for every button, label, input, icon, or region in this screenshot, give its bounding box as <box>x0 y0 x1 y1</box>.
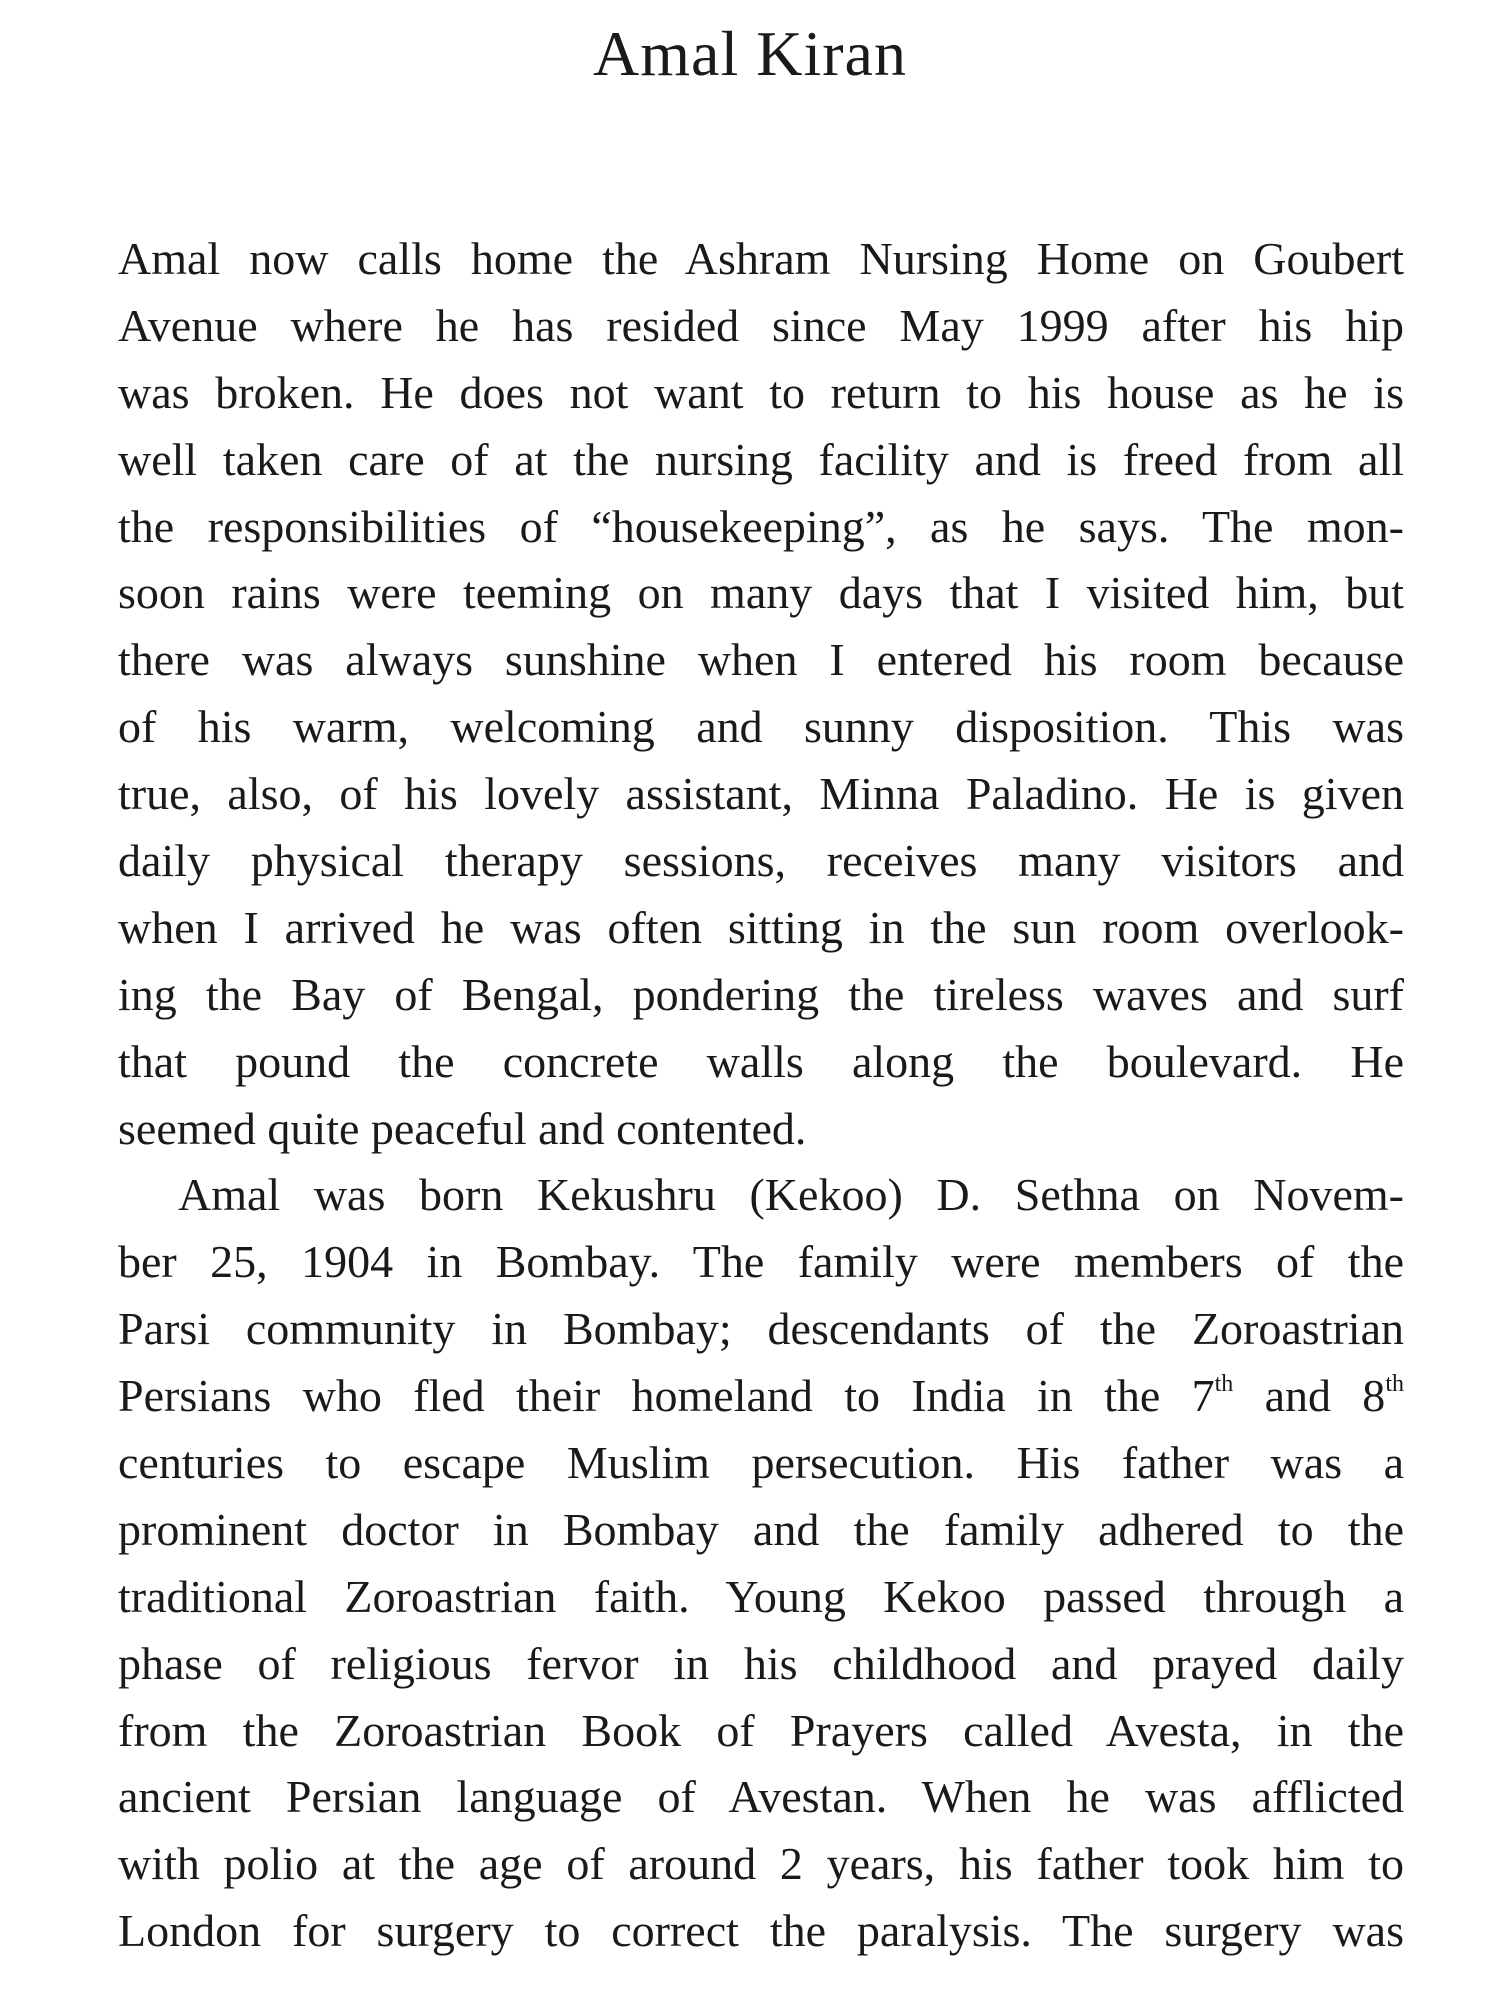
text-line-last: seemed quite peaceful and contented. <box>118 1102 807 1154</box>
text-line: daily physical therapy sessions, receives many visitors and <box>118 835 1404 887</box>
ordinal-superscript: th <box>1214 1371 1234 1398</box>
text-line: phase of religious fervor in his childhood and prayed daily <box>118 1637 1404 1689</box>
text-line: centuries to escape Muslim persecution. His father was a <box>118 1437 1404 1489</box>
text-line: well taken care of at the nursing facility and is freed from all <box>118 433 1404 485</box>
body-text <box>118 226 1404 1965</box>
text-line-indented: Amal was born Kekushru (Kekoo) D. Sethna on Novem- <box>178 1169 1404 1221</box>
text-line: Parsi community in Bombay; descendants of the Zoroastrian <box>118 1303 1404 1355</box>
text-line: Avenue where he has resided since May 1999 after his hip <box>118 299 1404 351</box>
text-line: ber 25, 1904 in Bombay. The family were members of the <box>118 1236 1404 1288</box>
text-line: the responsibilities of “housekeeping”, as he says. The mon- <box>118 500 1404 552</box>
text-line: from the Zoroastrian Book of Prayers called Avesta, in the <box>118 1704 1404 1756</box>
text-line: London for surgery to correct the paralysis. The surgery was <box>118 1905 1404 1957</box>
text-line-with-ordinals <box>118 1363 1404 1430</box>
text-line: there was always sunshine when I entered his room because <box>118 634 1404 686</box>
text-fragment: Persians who fled their homeland to India in the 7 <box>118 1370 1215 1422</box>
text-line: was broken. He does not want to return to his house as he is <box>118 366 1404 418</box>
text-line: that pound the concrete walls along the boulevard. He <box>118 1035 1404 1087</box>
text-fragment: and 8 <box>1233 1370 1386 1422</box>
text-line: ing the Bay of Bengal, pondering the tireless waves and surf <box>118 968 1404 1020</box>
text-line: Amal now calls home the Ashram Nursing Home on Goubert <box>118 233 1404 284</box>
text-line: prominent doctor in Bombay and the family adhered to the <box>118 1503 1404 1555</box>
text-line: traditional Zoroastrian faith. Young Kekoo passed through a <box>118 1570 1404 1622</box>
text-line: soon rains were teeming on many days that I visited him, but <box>118 567 1404 619</box>
text-line: ancient Persian language of Avestan. When he was afflicted <box>118 1771 1404 1823</box>
text-line: when I arrived he was often sitting in the sun room overlook- <box>118 901 1404 953</box>
text-line: true, also, of his lovely assistant, Minna Paladino. He is given <box>118 768 1404 820</box>
ordinal-superscript: th <box>1385 1371 1404 1398</box>
text-line: with polio at the age of around 2 years, his father took him to <box>118 1838 1404 1890</box>
text-line: of his warm, welcoming and sunny disposition. This was <box>118 701 1404 753</box>
running-head-title: Amal Kiran <box>593 18 907 89</box>
